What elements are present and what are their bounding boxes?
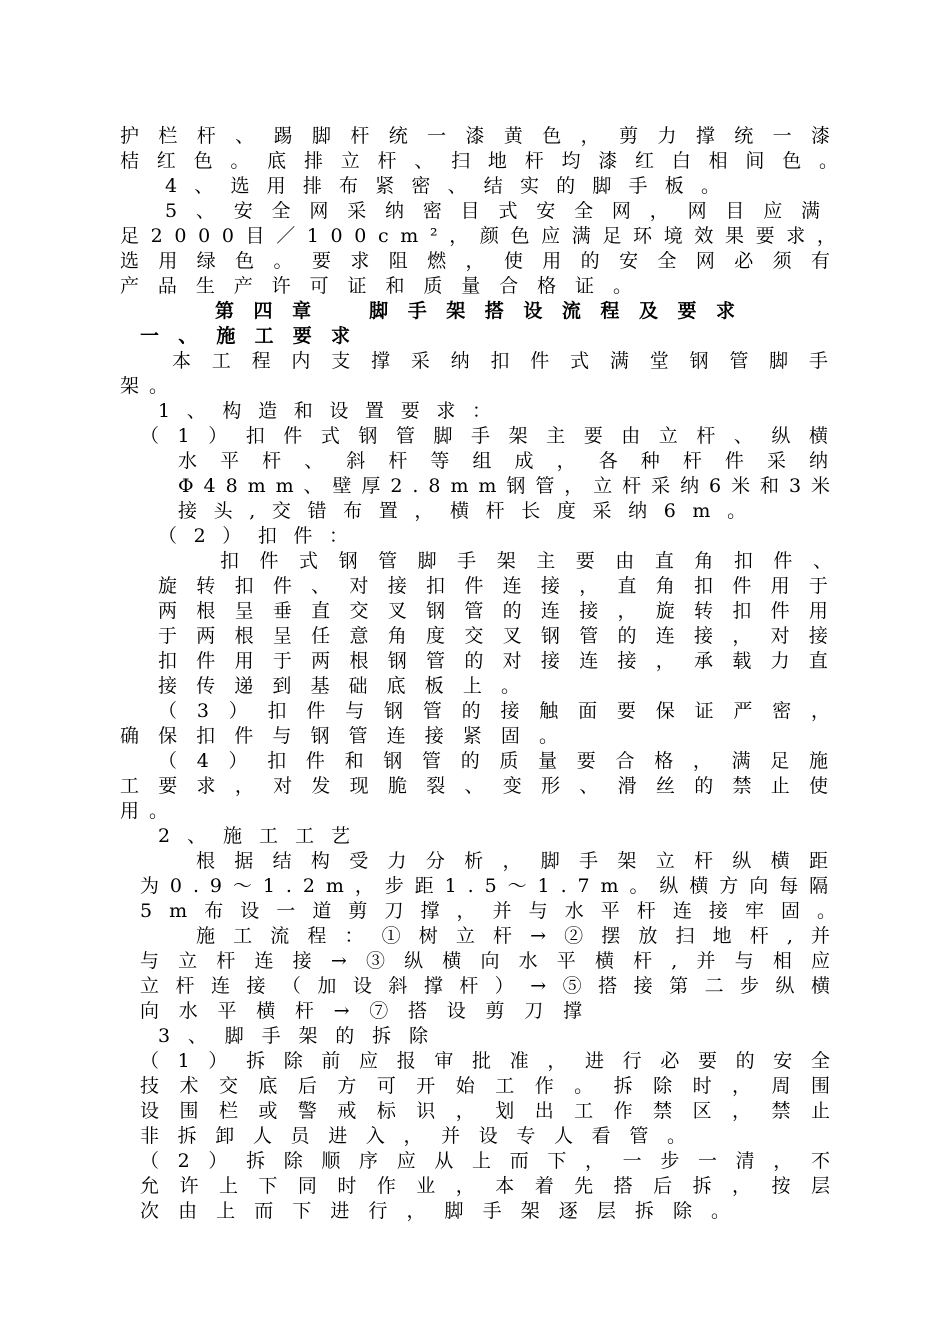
text-line: 设围栏或警戒标识，划出工作禁区，禁止 [140, 1100, 851, 1122]
text-line: 足2000目／100cm²，颜色应满足环境效果要求， [120, 225, 848, 247]
text-line: 护栏杆、踢脚杆统一漆黄色，剪力撑统一漆 [120, 125, 850, 147]
text-line: 1、构造和设置要求： [158, 400, 508, 422]
text-line: 工要求，对发现脆裂、变形、滑丝的禁止使 [120, 775, 848, 797]
text-line: 本工程内支撑采纳扣件式满堂钢管脚手 [172, 350, 849, 372]
text-line: （1）扣件式钢管脚手架主要由立杆、纵横 [140, 425, 847, 447]
text-line: 5、安全网采纳密目式安全网，网目应满 [165, 200, 839, 222]
text-line: 3、脚手架的拆除 [158, 1025, 446, 1047]
text-line: 旋转扣件、对接扣件连接，直角扣件用于 [158, 575, 848, 597]
text-line: 次由上而下进行，脚手架逐层拆除。 [140, 1200, 750, 1222]
text-line: 接传递到基础底板上。 [158, 675, 540, 697]
section-heading: 一、施工要求 [140, 325, 370, 347]
text-line: 桔红色。底排立杆、扫地杆均漆红白相间色。 [120, 150, 856, 172]
text-line: 5m布设一道剪刀撑，并与水平杆连接牢固。 [140, 900, 854, 922]
text-line: （2）拆除顺序应从上而下，一步一清，不 [140, 1150, 849, 1172]
text-line: 向水平横杆→⑦搭设剪刀撑 [140, 1000, 602, 1022]
text-line: 两根呈垂直交叉钢管的连接，旋转扣件用 [158, 600, 848, 622]
text-line: 与立杆连接→③纵横向水平横杆,并与相应 [140, 950, 850, 972]
text-line: 施工流程：①树立杆→②摆放扫地杆,并 [196, 925, 849, 947]
text-line: Φ48mm、壁厚2.8mm钢管，立杆采纳6米和3米 [178, 475, 840, 497]
text-line: 用。 [120, 800, 178, 822]
text-line: 水平杆、斜杆等组成，各种杆件采纳 [178, 450, 852, 472]
text-line: 选用绿色。要求阻燃，使用的安全网必须有 [120, 250, 850, 272]
text-line: 接头,交错布置，横杆长度采纳6m。 [178, 500, 763, 522]
text-line: 确保扣件与钢管连接紧固。 [120, 725, 578, 747]
text-line: （2）扣件： [158, 525, 365, 547]
text-line: 4、选用排布紧密、结实的脚手板。 [165, 175, 738, 197]
text-line: （3）扣件与钢管的接触面要保证严密， [158, 700, 850, 722]
text-line: 扣件用于两根钢管的对接连接，承载力直 [158, 650, 848, 672]
chapter-heading: 第四章 脚手架搭设流程及要求 [215, 300, 755, 322]
text-line: 立杆连接（加设斜撑杆）→⑤搭接第二步纵横 [140, 975, 847, 997]
text-line: 非拆卸人员进入，并设专人看管。 [140, 1125, 705, 1147]
text-line: （1）拆除前应报审批准，进行必要的安全 [140, 1050, 849, 1072]
text-line: 根据结构受力分析，脚手架立杆纵横距 [196, 850, 848, 872]
text-line: 为0.9～1.2m，步距1.5～1.7m。纵横方向每隔 [140, 875, 840, 897]
text-line: 架。 [120, 375, 178, 397]
text-line: 于两根呈任意角度交叉钢管的连接，对接 [158, 625, 848, 647]
text-line: 允许上下同时作业，本着先搭后拆，按层 [140, 1175, 851, 1197]
text-line: 扣件式钢管脚手架主要由直角扣件、 [220, 550, 853, 572]
text-line: （4）扣件和钢管的质量要合格，满足施 [158, 750, 848, 772]
text-line: 2、施工工艺 [158, 825, 367, 847]
text-line: 产品生产许可证和质量合格证。 [120, 275, 651, 297]
text-line: 技术交底后方可开始工作。拆除时，周围 [140, 1075, 851, 1097]
